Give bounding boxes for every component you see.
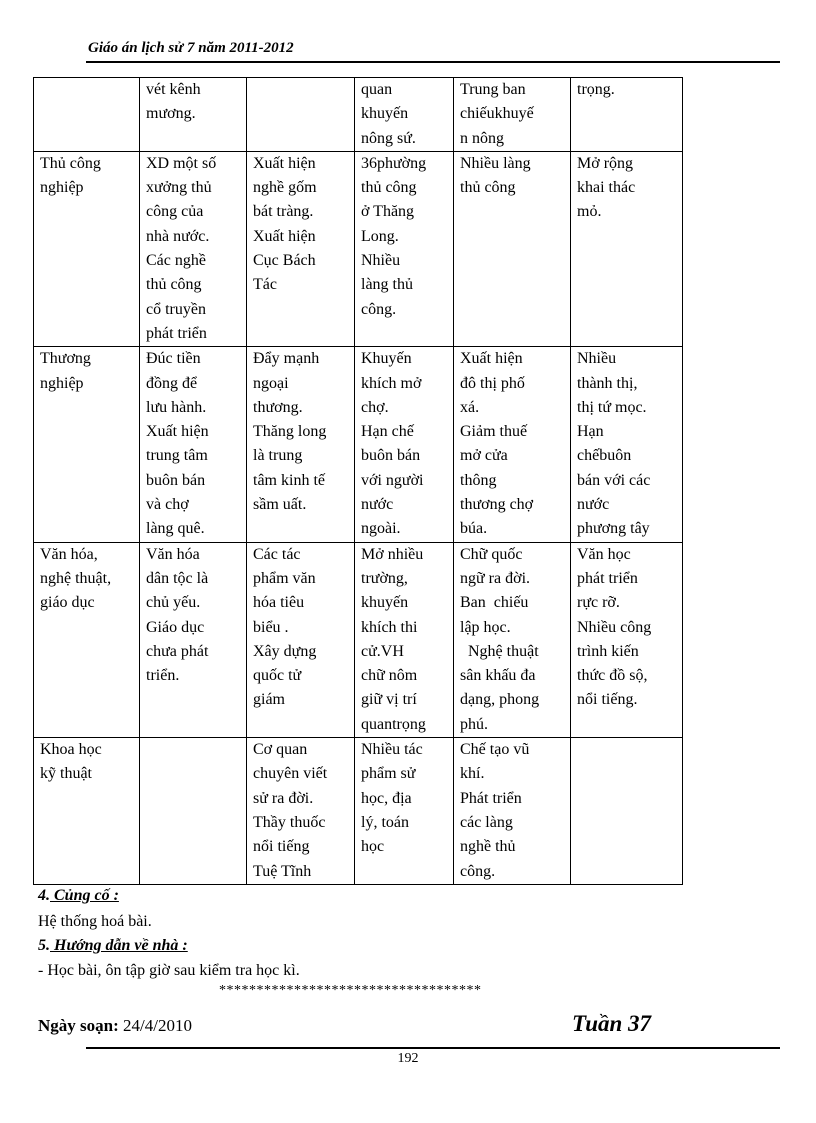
cell-line: thương chợ bbox=[460, 496, 534, 514]
cell-line: sân khấu đa bbox=[460, 667, 536, 685]
cell-line: Giáo dục bbox=[146, 618, 205, 636]
table-row bbox=[34, 78, 683, 152]
row-category bbox=[34, 347, 140, 542]
section-5-number: 5. bbox=[38, 937, 50, 954]
cell-line: Nhiều bbox=[577, 350, 617, 368]
cell-line: biểu . bbox=[253, 618, 289, 636]
cell-line: nổi tiếng. bbox=[577, 691, 638, 709]
table-cell bbox=[247, 738, 355, 885]
header-divider bbox=[86, 61, 780, 63]
cell-line: chếbuôn bbox=[577, 447, 632, 465]
cell-line: Cục Bách bbox=[253, 252, 316, 270]
prep-date-value: 24/4/2010 bbox=[118, 1016, 192, 1035]
cell-line: nước bbox=[361, 496, 394, 514]
page-number: 192 bbox=[397, 1051, 419, 1066]
section-4-title: Củng cố : bbox=[50, 887, 119, 904]
cell-line: quan bbox=[361, 81, 393, 98]
cell-line: bát tràng. bbox=[253, 203, 314, 221]
cell-line: Nhiều tác bbox=[361, 741, 423, 759]
cell-line: thủ công bbox=[146, 276, 202, 294]
cell-line: khí. bbox=[460, 765, 485, 783]
cell-line: chữ nôm bbox=[361, 667, 418, 685]
section-5-heading bbox=[38, 937, 188, 955]
cell-line: 36phường bbox=[361, 154, 427, 172]
cell-line: thủ công bbox=[361, 179, 417, 197]
cell-line: khai thác bbox=[577, 179, 636, 197]
table-cell bbox=[247, 542, 355, 737]
cell-line: đồng để bbox=[146, 374, 198, 392]
table-cell bbox=[454, 542, 571, 737]
row-category bbox=[34, 542, 140, 737]
cell-line: xưởng thủ bbox=[146, 179, 212, 197]
cell-line: Khuyến bbox=[361, 350, 412, 368]
cell-line: Khoa học bbox=[40, 741, 102, 759]
cell-line: chiếukhuyế bbox=[460, 105, 534, 123]
cell-line: Đẩy mạnh bbox=[253, 350, 320, 368]
cell-line: Mở rộng bbox=[577, 154, 634, 172]
cell-line: ngoại bbox=[253, 374, 289, 392]
cell-line: Nghệ thuật bbox=[460, 642, 539, 660]
cell-line: nhà nước. bbox=[146, 227, 210, 245]
cell-line: khuyến bbox=[361, 594, 409, 612]
cell-line: khuyến bbox=[361, 105, 409, 123]
cell-line: Nhiều bbox=[361, 252, 401, 270]
cell-line: học, địa bbox=[361, 789, 412, 807]
cell-line: Chữ quốc bbox=[460, 545, 523, 563]
cell-line: Ban chiếu bbox=[460, 594, 529, 612]
week-label: Tuần 37 bbox=[572, 1011, 652, 1036]
history-table bbox=[33, 77, 683, 885]
table-cell bbox=[454, 347, 571, 542]
cell-line: Thăng long bbox=[253, 423, 327, 441]
cell-line: công. bbox=[460, 862, 496, 880]
cell-line: chủ yếu. bbox=[146, 594, 201, 612]
cell-line: xá. bbox=[460, 398, 480, 416]
table-row bbox=[34, 738, 683, 885]
cell-line: trình kiến bbox=[577, 642, 639, 660]
cell-line: thị tứ mọc. bbox=[577, 398, 647, 416]
cell-line: Giảm thuế bbox=[460, 423, 528, 441]
page-header: Giáo án lịch sử 7 năm 2011-2012 bbox=[88, 40, 294, 56]
table-cell bbox=[247, 151, 355, 346]
cell-line: ở Thăng bbox=[361, 203, 415, 221]
cell-line: mương. bbox=[146, 105, 196, 123]
cell-line: Các nghề bbox=[146, 252, 206, 270]
table-cell bbox=[247, 78, 355, 152]
table-cell bbox=[571, 347, 683, 542]
cell-line: dân tộc là bbox=[146, 569, 209, 587]
cell-line: Thủ công bbox=[40, 154, 101, 172]
cell-line: Xuất hiện bbox=[460, 350, 523, 368]
cell-line: XD một số bbox=[146, 154, 217, 172]
cell-line: Phát triển bbox=[460, 789, 522, 807]
section-5-title: Hướng dẫn về nhà : bbox=[50, 937, 188, 954]
cell-line: bán với các bbox=[577, 471, 651, 489]
cell-line: lập học. bbox=[460, 618, 511, 636]
cell-line: nghề thủ bbox=[460, 838, 516, 856]
cell-line: Mở nhiều bbox=[361, 545, 424, 563]
table-cell bbox=[571, 78, 683, 152]
cell-line: buôn bán bbox=[146, 471, 206, 489]
cell-line: sử ra đời. bbox=[253, 789, 314, 807]
cell-line: nghệ thuật, bbox=[40, 569, 112, 587]
cell-line: thương. bbox=[253, 398, 303, 416]
cell-line: Nhiều làng bbox=[460, 154, 531, 172]
cell-line: nghiệp bbox=[40, 179, 84, 197]
cell-line: ngữ ra đời. bbox=[460, 569, 531, 587]
cell-line: chợ. bbox=[361, 398, 389, 416]
cell-line: với người bbox=[361, 471, 424, 489]
cell-line: nông sứ. bbox=[361, 129, 416, 147]
cell-line: Xuất hiện bbox=[253, 154, 316, 172]
cell-line: khích thi bbox=[361, 618, 418, 636]
cell-line: Tác bbox=[253, 276, 277, 294]
cell-line: mở cửa bbox=[460, 447, 508, 465]
cell-line: là trung bbox=[253, 447, 303, 465]
table-cell bbox=[355, 542, 454, 737]
table-cell bbox=[355, 347, 454, 542]
cell-line: Long. bbox=[361, 227, 399, 245]
cell-line: nước bbox=[577, 496, 610, 514]
cell-line: Cơ quan bbox=[253, 741, 308, 759]
cell-line: Văn hóa bbox=[146, 545, 200, 563]
cell-line: quantrọng bbox=[361, 715, 426, 733]
table-cell bbox=[140, 542, 247, 737]
table-cell bbox=[571, 151, 683, 346]
cell-line: giáo dục bbox=[40, 594, 95, 612]
row-category bbox=[34, 738, 140, 885]
cell-line: quốc tử bbox=[253, 667, 302, 685]
cell-line: chuyên viết bbox=[253, 765, 328, 783]
cell-line: dạng, phong bbox=[460, 691, 540, 709]
cell-line: sầm uất. bbox=[253, 496, 307, 514]
table-cell bbox=[247, 347, 355, 542]
cell-line: Văn học bbox=[577, 545, 631, 563]
table-row bbox=[34, 151, 683, 346]
cell-line: giữ vị trí bbox=[361, 691, 417, 709]
cell-line: nổi tiếng bbox=[253, 838, 310, 856]
cell-line: Tuệ Tĩnh bbox=[253, 862, 312, 880]
cell-line: Đúc tiền bbox=[146, 350, 201, 368]
cell-line: khích mở bbox=[361, 374, 422, 392]
table-cell bbox=[454, 738, 571, 885]
cell-line: công. bbox=[361, 300, 397, 318]
table-cell bbox=[454, 151, 571, 346]
table-cell bbox=[355, 78, 454, 152]
cell-line: kỹ thuật bbox=[40, 765, 92, 783]
cell-line: Thương bbox=[40, 350, 91, 368]
cell-line: tâm kinh tế bbox=[253, 471, 325, 489]
cell-line: trung tâm bbox=[146, 447, 208, 465]
cell-line: chưa phát bbox=[146, 642, 209, 660]
cell-line: và chợ bbox=[146, 496, 189, 514]
cell-line: công của bbox=[146, 203, 204, 221]
cell-line: Các tác bbox=[253, 545, 301, 563]
cell-line: Hạn chế bbox=[361, 423, 414, 441]
table-cell bbox=[140, 78, 247, 152]
cell-line: giám bbox=[253, 691, 285, 709]
row-category bbox=[34, 78, 140, 152]
cell-line: các làng bbox=[460, 813, 513, 831]
cell-line: cử.VH bbox=[361, 642, 404, 660]
section-4-heading bbox=[38, 887, 119, 905]
section-4-body: Hệ thống hoá bài. bbox=[38, 913, 152, 930]
cell-line: trọng. bbox=[577, 81, 615, 98]
cell-line: Xuất hiện bbox=[146, 423, 209, 441]
table-cell bbox=[355, 151, 454, 346]
table-cell bbox=[571, 738, 683, 885]
cell-line: Xuất hiện bbox=[253, 227, 316, 245]
cell-line: phát triển bbox=[577, 569, 638, 587]
cell-line: phương tây bbox=[577, 520, 650, 538]
cell-line: phát triển bbox=[146, 324, 207, 342]
footer-divider bbox=[86, 1047, 780, 1049]
cell-line: làng quê. bbox=[146, 520, 205, 538]
cell-line: triển. bbox=[146, 667, 180, 685]
cell-line: Chế tạo vũ bbox=[460, 741, 530, 759]
cell-line: thành thị, bbox=[577, 374, 638, 392]
cell-line: vét kênh bbox=[146, 81, 201, 98]
cell-line: n nông bbox=[460, 129, 504, 147]
cell-line: Trung ban bbox=[460, 81, 526, 98]
cell-line: đô thị phố bbox=[460, 374, 525, 392]
cell-line: học bbox=[361, 838, 385, 856]
cell-line: cổ truyền bbox=[146, 300, 206, 318]
cell-line: mỏ. bbox=[577, 203, 602, 221]
cell-line: thông bbox=[460, 471, 497, 489]
table-cell bbox=[571, 542, 683, 737]
section-5-body: - Học bài, ôn tập giờ sau kiểm tra học kì. bbox=[38, 962, 300, 979]
cell-line: phú. bbox=[460, 715, 488, 733]
cell-line: hóa tiêu bbox=[253, 594, 305, 612]
cell-line: phẩm sử bbox=[361, 765, 416, 783]
cell-line: Thầy thuốc bbox=[253, 813, 326, 831]
cell-line: thức đồ sộ, bbox=[577, 667, 648, 685]
cell-line: Văn hóa, bbox=[40, 545, 98, 563]
table-cell bbox=[355, 738, 454, 885]
table-row bbox=[34, 347, 683, 542]
cell-line: Hạn bbox=[577, 423, 604, 441]
cell-line: lưu hành. bbox=[146, 398, 207, 416]
prep-date-label: Ngày soạn: bbox=[38, 1016, 119, 1035]
cell-line: búa. bbox=[460, 520, 488, 538]
table-row bbox=[34, 542, 683, 737]
table-cell bbox=[140, 347, 247, 542]
cell-line: trường, bbox=[361, 569, 408, 587]
section-4-number: 4. bbox=[38, 887, 50, 904]
prep-date bbox=[38, 1016, 192, 1036]
star-separator: *********************************** bbox=[219, 983, 482, 998]
cell-line: phẩm văn bbox=[253, 569, 316, 587]
cell-line: thủ công bbox=[460, 179, 516, 197]
table-cell bbox=[454, 78, 571, 152]
cell-line: lý, toán bbox=[361, 813, 409, 831]
cell-line: ngoài. bbox=[361, 520, 401, 538]
cell-line: Xây dựng bbox=[253, 642, 317, 660]
cell-line: Nhiều công bbox=[577, 618, 652, 636]
cell-line: buôn bán bbox=[361, 447, 421, 465]
table-cell bbox=[140, 738, 247, 885]
table-cell bbox=[140, 151, 247, 346]
cell-line: nghề gốm bbox=[253, 179, 317, 197]
cell-line: làng thủ bbox=[361, 276, 413, 294]
cell-line: nghiệp bbox=[40, 374, 84, 392]
cell-line: rực rỡ. bbox=[577, 594, 620, 612]
row-category bbox=[34, 151, 140, 346]
